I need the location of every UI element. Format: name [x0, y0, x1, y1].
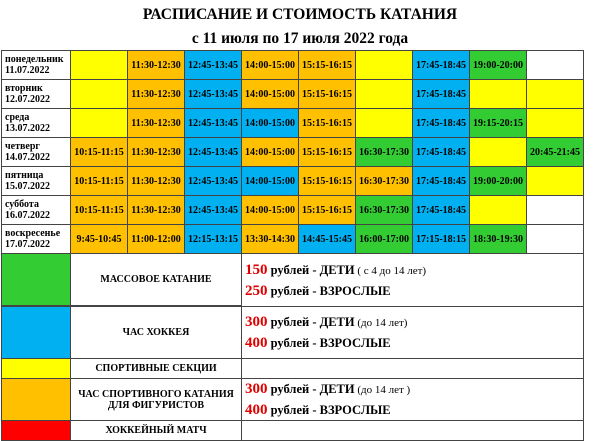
legend-swatch-match	[2, 421, 71, 441]
day-cell	[2, 167, 71, 196]
price-match-empty	[242, 421, 584, 441]
legend-swatch-figure	[2, 379, 71, 421]
day-name: среда	[5, 112, 30, 123]
legend-label-figure: ЧАС СПОРТИВНОГО КАТАНИЯ ДЛЯ ФИГУРИСТОВ	[71, 379, 242, 421]
schedule-slot: 11:30-12:30	[128, 51, 185, 80]
day-name: пятница	[5, 170, 44, 181]
schedule-slot: 17:45-18:45	[413, 109, 470, 138]
schedule-slot: 13:30-14:30	[242, 225, 299, 254]
schedule-row	[2, 167, 584, 196]
day-cell	[2, 80, 71, 109]
price-hockey-children: 300 рублей - ДЕТИ (до 14 лет)	[245, 314, 408, 330]
schedule-row	[2, 109, 584, 138]
day-date: 16.07.2022	[5, 210, 50, 221]
legend-label-match: ХОККЕЙНЫЙ МАТЧ	[71, 421, 242, 441]
price-figure-children: 300 рублей - ДЕТИ (до 14 лет )	[245, 381, 411, 397]
price-figure-adults: 400 рублей - ВЗРОСЛЫЕ	[245, 402, 391, 418]
schedule-slot: 14:00-15:00	[242, 109, 299, 138]
day-date: 15.07.2022	[5, 181, 50, 192]
price-mass	[242, 254, 584, 307]
price-sport-empty	[242, 359, 584, 379]
schedule-slot: 11:00-12:00	[128, 225, 185, 254]
legend-label-hockey: ЧАС ХОККЕЯ	[71, 307, 242, 359]
schedule-slot: 20:45-21:45	[527, 138, 584, 167]
schedule-body	[2, 51, 584, 254]
schedule-slot: 14:00-15:00	[242, 167, 299, 196]
legend-body	[2, 254, 584, 441]
schedule-slot: 11:30-12:30	[128, 80, 185, 109]
legend-swatch-mass	[2, 254, 71, 306]
price-mass-children: 150 рублей - ДЕТИ ( с 4 до 14 лет)	[245, 261, 427, 278]
schedule-slot: 15:15-16:15	[299, 109, 356, 138]
day-name: понедельник	[5, 54, 64, 65]
schedule-row	[2, 80, 584, 109]
day-cell	[2, 196, 71, 225]
price-figure	[242, 379, 584, 421]
schedule-slot: 11:30-12:30	[128, 196, 185, 225]
schedule-slot	[470, 80, 527, 109]
schedule-slot: 12:45-13:45	[185, 51, 242, 80]
day-name: воскресенье	[5, 228, 61, 239]
day-cell	[2, 51, 71, 80]
schedule-slot: 17:45-18:45	[413, 196, 470, 225]
schedule-table	[1, 50, 584, 441]
day-date: 13.07.2022	[5, 123, 50, 134]
schedule-slot: 9:45-10:45	[71, 225, 128, 254]
schedule-slot: 17:45-18:45	[413, 138, 470, 167]
schedule-slot	[527, 167, 584, 196]
schedule-slot: 12:45-13:45	[185, 109, 242, 138]
price-mass-adults: 250 рублей - ВЗРОСЛЫЕ	[245, 282, 391, 299]
schedule-slot: 14:00-15:00	[242, 196, 299, 225]
schedule-slot	[527, 80, 584, 109]
schedule-slot	[356, 80, 413, 109]
schedule-slot: 10:15-11:15	[71, 138, 128, 167]
schedule-slot: 15:15-16:15	[299, 80, 356, 109]
day-date: 14.07.2022	[5, 152, 50, 163]
legend-label-sport: СПОРТИВНЫЕ СЕКЦИИ	[71, 359, 242, 379]
schedule-slot	[527, 225, 584, 254]
schedule-slot	[527, 196, 584, 225]
schedule-slot: 11:30-12:30	[128, 167, 185, 196]
schedule-slot: 17:45-18:45	[413, 167, 470, 196]
day-name: вторник	[5, 83, 43, 94]
day-name: суббота	[5, 199, 39, 210]
schedule-slot: 14:00-15:00	[242, 51, 299, 80]
price-hockey	[242, 307, 584, 359]
schedule-slot: 14:00-15:00	[242, 138, 299, 167]
schedule-slot: 17:45-18:45	[413, 51, 470, 80]
schedule-slot	[356, 51, 413, 80]
day-cell	[2, 225, 71, 254]
schedule-slot: 12:45-13:45	[185, 80, 242, 109]
schedule-row	[2, 51, 584, 80]
schedule-slot: 12:45-13:45	[185, 138, 242, 167]
schedule-slot: 16:30-17:30	[356, 167, 413, 196]
schedule-slot	[527, 109, 584, 138]
schedule-slot	[71, 80, 128, 109]
schedule-slot: 14:45-15:45	[299, 225, 356, 254]
schedule-slot: 19:15-20:15	[470, 109, 527, 138]
day-cell	[2, 109, 71, 138]
schedule-row	[2, 138, 584, 167]
schedule-slot: 19:00-20:00	[470, 51, 527, 80]
day-date: 17.07.2022	[5, 239, 50, 250]
schedule-slot: 16:00-17:00	[356, 225, 413, 254]
schedule-slot: 10:15-11:15	[71, 167, 128, 196]
schedule-slot: 17:15-18:15	[413, 225, 470, 254]
schedule-slot	[470, 138, 527, 167]
day-cell	[2, 138, 71, 167]
schedule-slot: 15:15-16:15	[299, 196, 356, 225]
schedule-slot	[527, 51, 584, 80]
schedule-slot	[71, 51, 128, 80]
schedule-slot	[71, 109, 128, 138]
page-title: РАСПИСАНИЕ И СТОИМОСТЬ КАТАНИЯ	[142, 6, 458, 23]
schedule-slot: 17:45-18:45	[413, 80, 470, 109]
schedule-slot: 14:00-15:00	[242, 80, 299, 109]
legend-swatch-sport	[2, 359, 71, 379]
schedule-slot: 16:30-17:30	[356, 138, 413, 167]
schedule-slot: 19:00-20:00	[470, 167, 527, 196]
schedule-slot: 16:30-17:30	[356, 196, 413, 225]
schedule-slot: 12:45-13:45	[185, 196, 242, 225]
schedule-slot: 12:45-13:45	[185, 167, 242, 196]
schedule-slot: 15:15-16:15	[299, 138, 356, 167]
schedule-slot: 11:30-12:30	[128, 109, 185, 138]
schedule-slot	[356, 109, 413, 138]
price-hockey-adults: 400 рублей - ВЗРОСЛЫЕ	[245, 335, 391, 351]
day-date: 12.07.2022	[5, 94, 50, 105]
schedule-slot: 15:15-16:15	[299, 167, 356, 196]
legend-label-mass: МАССОВОЕ КАТАНИЕ	[71, 254, 242, 306]
schedule-slot: 18:30-19:30	[470, 225, 527, 254]
schedule-slot: 10:15-11:15	[71, 196, 128, 225]
schedule-slot: 15:15-16:15	[299, 51, 356, 80]
schedule-slot: 11:30-12:30	[128, 138, 185, 167]
day-name: четверг	[5, 141, 40, 152]
schedule-row	[2, 196, 584, 225]
schedule-slot	[470, 196, 527, 225]
page-subtitle: с 11 июля по 17 июля 2022 года	[191, 30, 409, 47]
day-date: 11.07.2022	[5, 65, 50, 76]
legend-swatch-hockey	[2, 307, 71, 359]
schedule-row	[2, 225, 584, 254]
schedule-slot: 12:15-13:15	[185, 225, 242, 254]
